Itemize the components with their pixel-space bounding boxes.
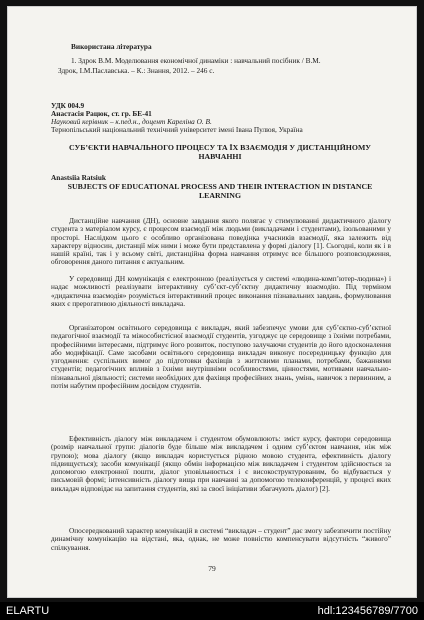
body-paragraph	[51, 324, 391, 390]
page-number: 79	[208, 564, 216, 573]
scientific-advisor: Науковий керівник – к.пед.н., доцент Карелiна О. В.	[51, 118, 212, 126]
udk-code: УДК 004.9	[51, 102, 85, 110]
article-title-ua: СУБ’ЄКТИ НАВЧАЛЬНОГО ПРОЦЕСУ ТА ЇХ ВЗАЄМОДІЯ У ДИСТАНЦІЙНОМУ НАВЧАННІ	[68, 144, 372, 161]
author-name: Анастасія Рацюк, ст. гр. БЕ-41	[51, 110, 152, 118]
handle-identifier[interactable]: hdl:123456789/7700	[317, 605, 418, 617]
author-name-en: Anastsiia Ratsiuk	[51, 174, 106, 182]
reference-item-line1: 1. Здрок В.М. Моделювання економічної динаміки : навчальний посібник / В.М.	[71, 57, 321, 65]
body-paragraph	[51, 435, 391, 493]
paragraph-text: У середовищі ДН комунікація є електронною (реалізується у системі «людина-комп’ютер-людина») і надає можливості реалізувати інтерактивну суб’єкт-суб’єктну дидактичну взаємодію. Під терміном «дидактична взаємодія» розуміється інтерактивний процес виконання пізнавальних завдань, формулювання яких є прерогативою діяльності викладача.	[51, 274, 391, 308]
paragraph-text: Дистанційне навчання (ДН), основне завдання якого полягає у стимулюванні дидактичного діалогу студента з матеріалом курсу, є процесом взаємодії між людьми (викладачами і студентами), ізольованими у просторі. Наслідком цього є особливо організована поведінка учасників взаємодії, яка залежить від характеру відносин, дистанції між ними і може бути представлена у формі діалогу [1]. Сьогодні, коли як і в нашій країні, так і у всьому світі, дистанційна форма навчання отримує все більшого розповсюдження, обговорення даного питання є актуальним.	[51, 216, 391, 267]
body-paragraph	[51, 217, 391, 267]
paragraph-text: Організатором освітнього середовища є викладач, який забезпечує умови для суб’єктно-суб’єктної педагогічної взаємодії та міжособистісної взаємодії студентів, узгоджує це середовище з їхніми потребами, професійними інтересами, підтримує його розвиток, поступово залучаючи студентів до його вдосконалення або модифікації. Саме засобами освітнього середовища викладач виконує посередницьку функцію для узгодження: суспільних вимог до підготовки фахівців з життєвими планами, потребами, бажаннями студентів; педагогічних впливів з їхніми внутрішніми особливостями, цінностями, мотивами навчально-пізнавальної діяльності; системи необхідних для фахівця професійних знань, умінь, навичок з первинним, а потім набутим професійним досвідом студентів.	[51, 323, 391, 391]
body-paragraph	[51, 275, 391, 308]
article-title-en: SUBJECTS OF EDUCATIONAL PROCESS AND THEIR INTERACTION IN DISTANCE LEARNING	[67, 183, 373, 200]
document-page	[7, 6, 417, 598]
university-name: Тернопільський національний технічний університет імені Івана Пулюя, Україна	[51, 126, 303, 134]
references-heading: Використана література	[71, 43, 152, 51]
body-paragraph	[51, 527, 391, 552]
paragraph-text: Опосередкований характер комунікацій в системі “викладач – студент” дає змогу забезпечити постійну динамічну комунікацію на відстані, яка, однак, не може повністю компенсувати відсутність “живого” спілкування.	[51, 526, 391, 552]
footer-bar	[0, 602, 424, 620]
paragraph-text: Ефективність діалогу між викладачем і студентом обумовлюють: зміст курсу, фактори середовища (розмір навчальної групи: діалогів буде більше між викладачем і одним суб’єктом навчання, ніж між групою); мова діалогу (якщо викладач користується рідною мовою студента, ефективність діалогу підвищується); засоби комунікації (якщо обмін інформацією між викладачем і студентом здійснюється за допомогою електронної пошти, діалог уповільнюється і є високоструктурованим, бо відбувається у письмовій формі; інтенсивність діалогу вища при навчанні за допомогою телеконференцій, у процесі яких викладач відповідає на запитання студентів, які за своєї ініціативи збагачують діалог) [2].	[51, 434, 391, 493]
repository-name: ELARTU	[6, 605, 50, 617]
reference-item-line2: Здрок, І.М.Паславська. – К.: Знання, 2012. – 246 с.	[58, 67, 215, 75]
